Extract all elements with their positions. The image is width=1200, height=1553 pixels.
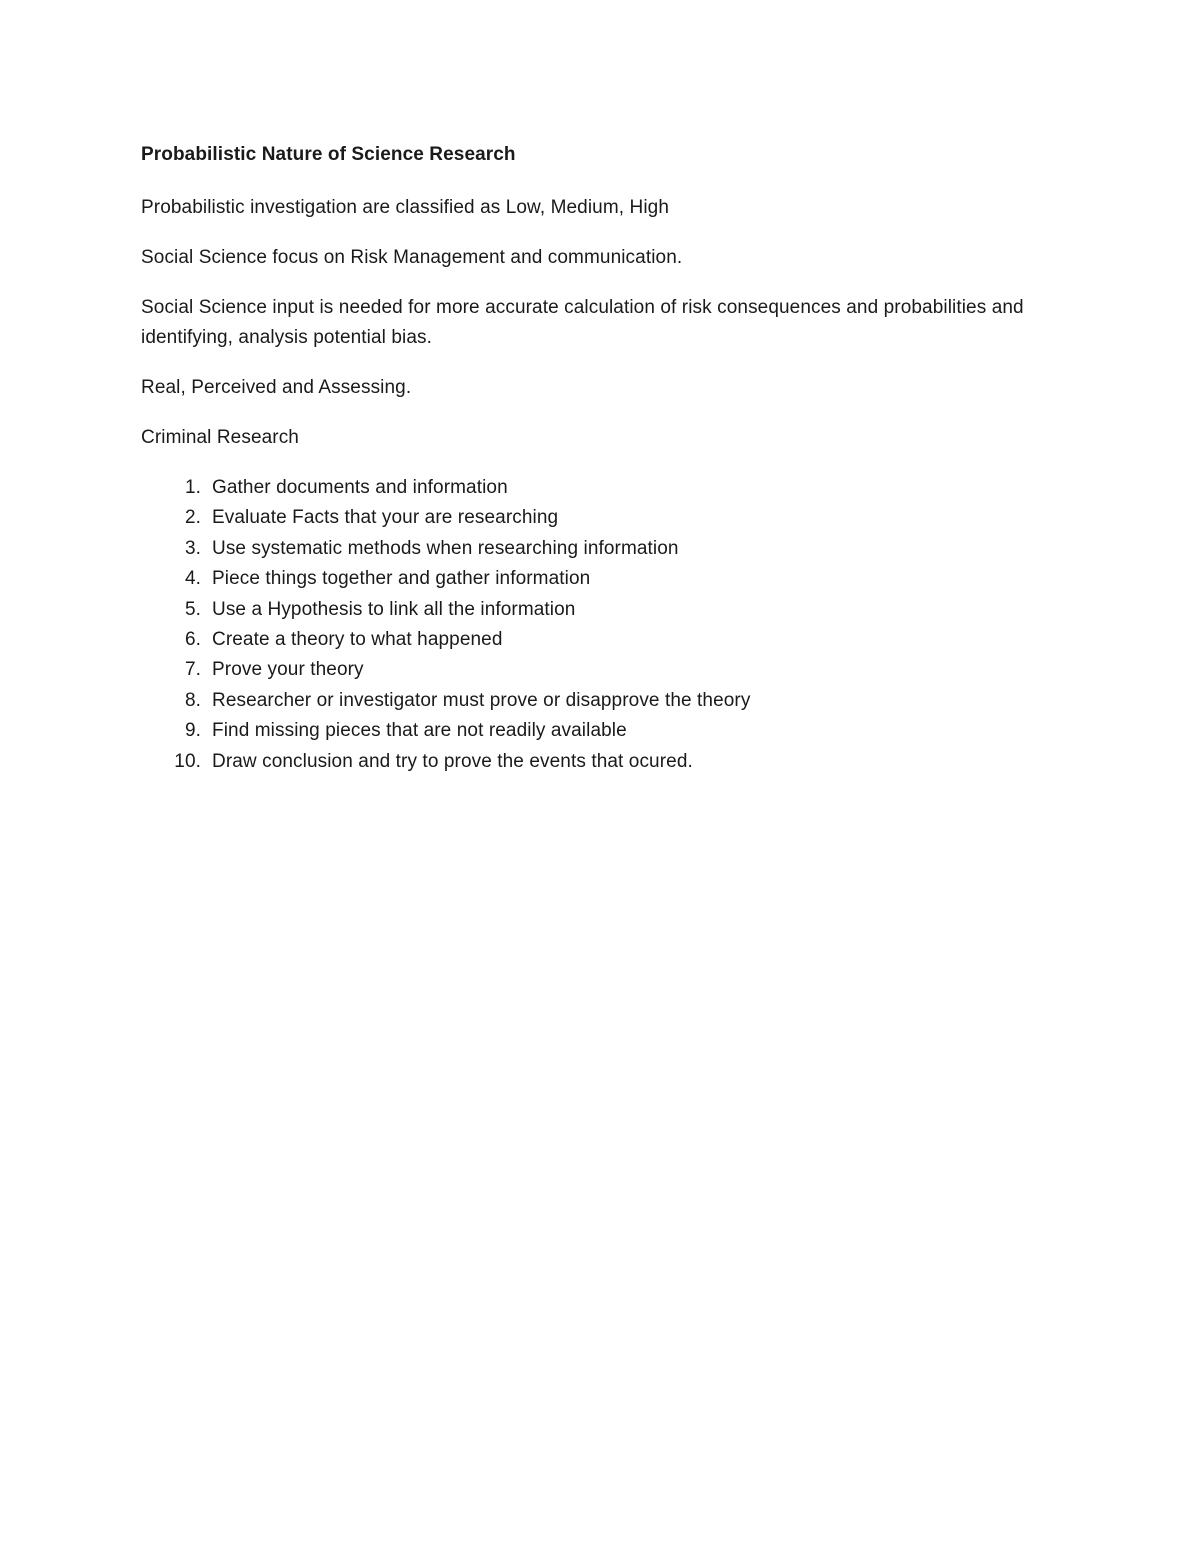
paragraph-social-science-focus: Social Science focus on Risk Management and communication. xyxy=(141,247,683,268)
list-item-text: Create a theory to what happened xyxy=(212,629,503,651)
list-item-text: Draw conclusion and try to prove the events that ocured. xyxy=(212,750,693,772)
list-item xyxy=(141,655,1061,685)
section-heading-criminal-research: Criminal Research xyxy=(141,427,299,448)
paragraph-social-science-input: Social Science input is needed for more accurate calculation of risk consequences and probabilities and identifying, analysis potential bias. xyxy=(141,297,1024,348)
list-item-number: 1. xyxy=(184,477,201,498)
list-item-text: Gather documents and information xyxy=(212,477,508,498)
list-item xyxy=(141,595,1061,625)
list-item-number: 7. xyxy=(184,659,201,681)
paragraph-real-perceived: Real, Perceived and Assessing. xyxy=(141,377,412,398)
list-item-text: Prove your theory xyxy=(212,659,364,681)
list-item-number: 9. xyxy=(184,720,201,742)
list-item-number: 8. xyxy=(184,689,201,711)
document-title: Probabilistic Nature of Science Research xyxy=(141,144,516,165)
list-item xyxy=(141,534,1061,564)
list-item xyxy=(141,503,1061,533)
list-item xyxy=(141,625,1061,655)
list-item xyxy=(141,686,1061,716)
list-item xyxy=(141,564,1061,594)
list-item-number: 5. xyxy=(184,598,201,620)
list-item-text: Find missing pieces that are not readily available xyxy=(212,720,627,742)
list-item xyxy=(141,747,1061,777)
list-item-text: Piece things together and gather information xyxy=(212,568,591,590)
list-item-text: Researcher or investigator must prove or disapprove the theory xyxy=(212,689,751,711)
list-item-number: 2. xyxy=(184,507,201,529)
list-item xyxy=(141,716,1061,746)
list-item-number: 4. xyxy=(184,568,201,590)
list-item xyxy=(141,473,1061,503)
paragraph-classification: Probabilistic investigation are classified as Low, Medium, High xyxy=(141,197,669,218)
document-body xyxy=(141,140,1061,777)
list-item-number: 6. xyxy=(184,629,201,651)
list-item-number: 10. xyxy=(174,750,201,772)
criminal-research-steps xyxy=(141,473,1061,777)
list-item-text: Evaluate Facts that your are researching xyxy=(212,507,559,529)
list-item-text: Use systematic methods when researching information xyxy=(212,537,679,559)
list-item-number: 3. xyxy=(184,537,201,559)
list-item-text: Use a Hypothesis to link all the information xyxy=(212,598,576,620)
